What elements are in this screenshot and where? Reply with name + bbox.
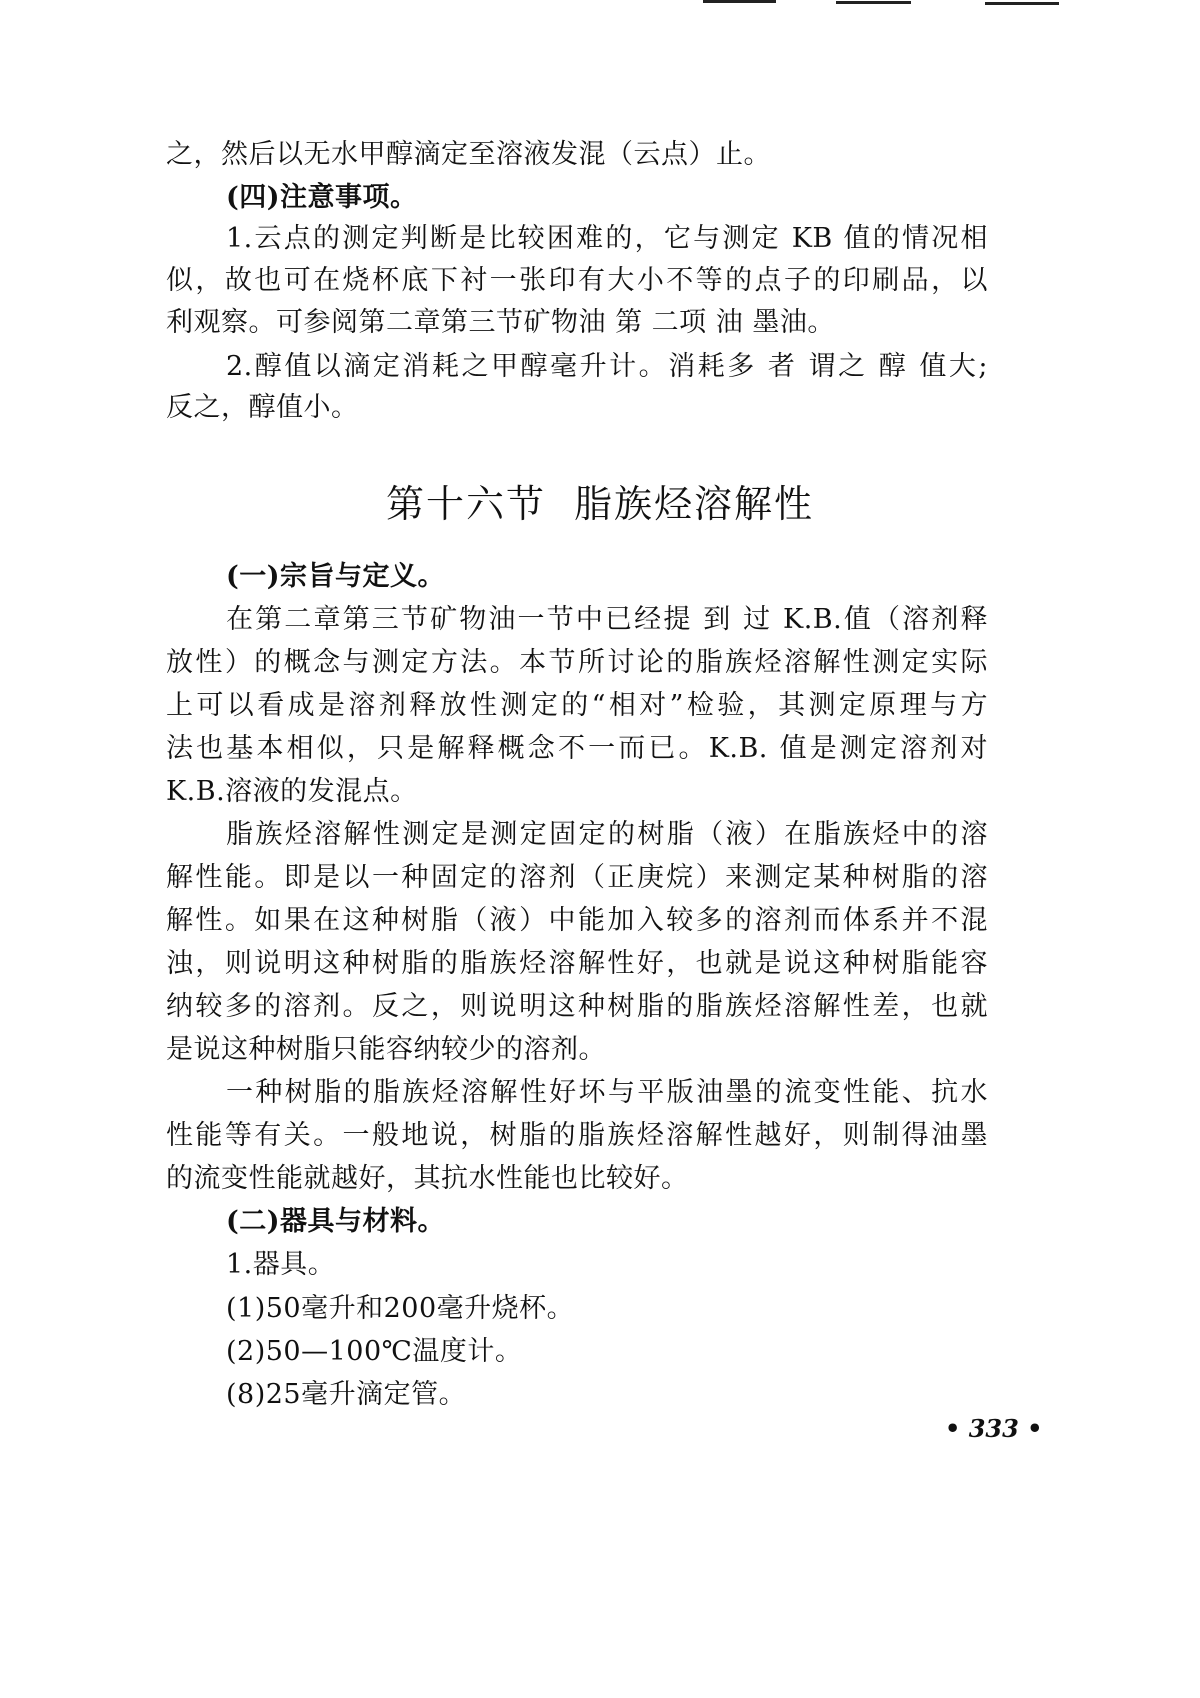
subheading: (二)器具与材料。: [226, 1206, 446, 1237]
text-line: 法也基本相似，只是解释概念不一而已。K.B. 值是测定溶剂对: [166, 733, 988, 764]
text-line: 在第二章第三节矿物油一节中已经提 到 过 K.B.值（溶剂释: [226, 604, 988, 635]
section-name: 脂族烃溶解性: [574, 482, 815, 526]
header-rule: [836, 1, 911, 4]
text-line: 解性。如果在这种树脂（液）中能加入较多的溶剂而体系并不混: [166, 905, 988, 936]
text-line: 利观察。可参阅第二章第三节矿物油 第 二项 油 墨油。: [166, 307, 835, 338]
text-line: 的流变性能就越好，其抗水性能也比较好。: [166, 1163, 689, 1194]
page-number: • 333 •: [945, 1414, 1043, 1443]
text-line: 脂族烃溶解性测定是测定固定的树脂（液）在脂族烃中的溶: [226, 819, 988, 850]
text-line: 解性能。即是以一种固定的溶剂（正庚烷）来测定某种树脂的溶: [166, 862, 988, 893]
section-number: 第十六节: [385, 482, 546, 526]
text-line: 是说这种树脂只能容纳较少的溶剂。: [166, 1034, 606, 1065]
text-line: 纳较多的溶剂。反之，则说明这种树脂的脂族烃溶解性差，也就: [166, 991, 988, 1022]
section-title: [0, 482, 1200, 526]
header-rule: [703, 0, 776, 3]
subheading: (一)宗旨与定义。: [226, 561, 446, 592]
text-line: 似，故也可在烧杯底下衬一张印有大小不等的点子的印刷品，以: [166, 265, 988, 296]
text-line: 1.云点的测定判断是比较困难的，它与测定 KB 值的情况相: [226, 223, 988, 254]
header-rule: [985, 2, 1059, 5]
text-line: K.B.溶液的发混点。: [166, 776, 418, 807]
text-line: 反之，醇值小。: [166, 392, 359, 423]
text-line: 性能等有关。一般地说，树脂的脂族烃溶解性越好，则制得油墨: [166, 1120, 988, 1151]
list-item: (2)50—100℃温度计。: [226, 1336, 523, 1367]
text-line: 一种树脂的脂族烃溶解性好坏与平版油墨的流变性能、抗水: [226, 1077, 988, 1108]
list-heading: 1.器具。: [226, 1249, 336, 1280]
text-line: 2.醇值以滴定消耗之甲醇毫升计。消耗多 者 谓之 醇 值大;: [226, 351, 988, 382]
text-line: 放性）的概念与测定方法。本节所讨论的脂族烃溶解性测定实际: [166, 647, 988, 678]
text-line: 上可以看成是溶剂释放性测定的“相对”检验，其测定原理与方: [166, 690, 988, 721]
list-item: (1)50毫升和200毫升烧杯。: [226, 1293, 575, 1324]
text-line: 之，然后以无水甲醇滴定至溶液发混（云点）止。: [166, 139, 771, 170]
subheading: (四)注意事项。: [226, 182, 418, 213]
list-item: (8)25毫升滴定管。: [226, 1379, 467, 1410]
text-line: 浊，则说明这种树脂的脂族烃溶解性好，也就是说这种树脂能容: [166, 948, 988, 979]
